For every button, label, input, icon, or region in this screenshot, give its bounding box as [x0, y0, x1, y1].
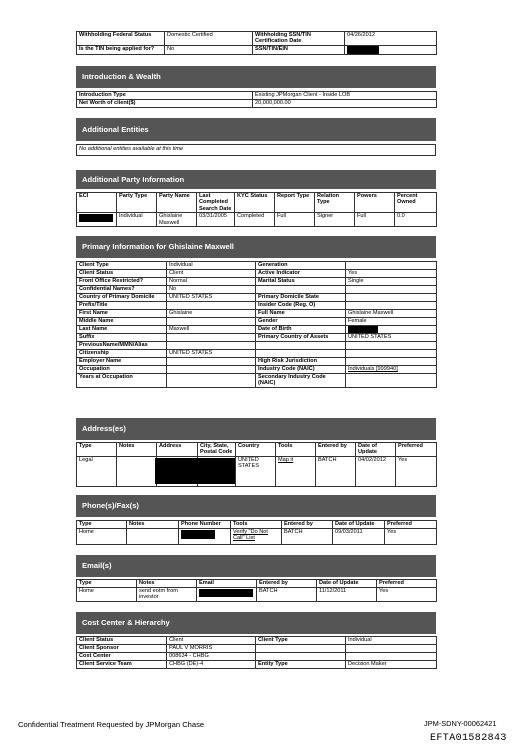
value: Decision Maker: [346, 661, 437, 669]
table-row: [77, 350, 437, 358]
column-header: Preferred: [396, 443, 437, 457]
value: [167, 358, 256, 366]
column-header: Notes: [127, 521, 179, 529]
cell: Individual: [117, 213, 157, 227]
label: PreviousName/MMN/Alias: [77, 342, 167, 350]
table-row: [77, 326, 437, 334]
value: [346, 294, 437, 302]
cell: 04/02/2012: [356, 457, 396, 487]
cell: 09/03/2011: [333, 529, 385, 545]
table-row: [77, 318, 437, 326]
column-header: Party Type: [117, 193, 157, 213]
value: [167, 302, 256, 310]
table-row: [77, 374, 437, 388]
value: Client: [167, 270, 256, 278]
label: High Risk Jurisdiction: [256, 358, 346, 366]
table-row: [77, 653, 437, 661]
efta-number: EFTA01582843: [430, 733, 507, 744]
cell: Ghislaine Maxwell: [157, 213, 197, 227]
address-cell: [157, 457, 198, 487]
table-row: [77, 366, 437, 374]
section-header-phones: Phone(s)/Fax(s): [76, 495, 436, 517]
label: [256, 286, 346, 294]
label: Occupation: [77, 366, 167, 374]
cell: send eotm from investor: [137, 588, 197, 602]
dob-value: [346, 326, 437, 334]
label: Front Office Restricted?: [77, 278, 167, 286]
value: 20,000,000.00: [253, 100, 437, 108]
value: [346, 358, 437, 366]
label: Generation: [256, 262, 346, 270]
value: No: [165, 45, 253, 54]
column-header: Report Type: [275, 193, 315, 213]
label: Withholding Federal Status: [77, 32, 165, 46]
label: Is the TIN being applied for?: [77, 45, 165, 54]
label: Country of Primary Domicile: [77, 294, 167, 302]
column-header: Entered by: [316, 443, 356, 457]
label: SSN/TIN/EIN: [253, 45, 345, 54]
phone-number-cell: [179, 529, 231, 545]
table-row: [77, 262, 437, 270]
value: Single: [346, 278, 437, 286]
value: [346, 350, 437, 358]
cell: Completed: [235, 213, 275, 227]
table-row: [77, 294, 437, 302]
section-header-primary-information: Primary Information for Ghislaine Maxwell: [76, 236, 436, 258]
ssn-value: [345, 45, 437, 54]
cell: BATCH: [282, 529, 333, 545]
label: Primary Domicile State: [256, 294, 346, 302]
label: Years at Occupation: [77, 374, 167, 388]
column-header: Notes: [117, 443, 157, 457]
section-header-addresses: Address(es): [76, 418, 436, 440]
label: Prefix/Title: [77, 302, 167, 310]
table-row: [77, 270, 437, 278]
value: Existing JPMorgan Client - Inside LOB: [253, 92, 437, 100]
table-row: [77, 588, 437, 602]
cell: BATCH: [316, 457, 356, 487]
column-header: Relation Type: [315, 193, 355, 213]
column-header: Tools: [276, 443, 316, 457]
column-header: Last Completed Search Date: [197, 193, 235, 213]
label: Client Status: [77, 270, 167, 278]
value: [167, 334, 256, 342]
section-header-additional-entities: Additional Entities: [76, 118, 436, 141]
label: Client Status: [77, 637, 167, 645]
value: Maxwell: [167, 326, 256, 334]
cell: Full: [355, 213, 395, 227]
label: Gender: [256, 318, 346, 326]
cell: Yes: [396, 457, 437, 487]
cell: [117, 457, 157, 487]
phone-table: [76, 520, 437, 545]
column-header: Preferred: [377, 580, 437, 588]
label: Suffix: [77, 334, 167, 342]
label: Confidential Names?: [77, 286, 167, 294]
party-table: [76, 192, 437, 227]
cell: Legal: [77, 457, 117, 487]
withholding-table: [76, 31, 437, 55]
cell: Yes: [377, 588, 437, 602]
label: Employer Name: [77, 358, 167, 366]
table-row: [77, 529, 437, 545]
cell: 03/31/2005: [197, 213, 235, 227]
label: Client Type: [77, 262, 167, 270]
cell: Home: [77, 529, 127, 545]
label: Marital Status: [256, 278, 346, 286]
label: Entity Type: [256, 661, 346, 669]
value: Client: [167, 637, 256, 645]
cell: Signer: [315, 213, 355, 227]
column-header: Type: [77, 443, 117, 457]
label: Industry Code (NAIC): [256, 366, 346, 374]
table-row: [77, 661, 437, 669]
column-header: Entered by: [282, 521, 333, 529]
value: Domestic Certified: [165, 32, 253, 46]
redaction-block: [348, 326, 378, 333]
column-header: Country: [236, 443, 276, 457]
label: Date of Birth: [256, 326, 346, 334]
redaction-block: [155, 458, 235, 484]
bates-number: JPM-SDNY-00062421: [424, 719, 497, 728]
label: [256, 342, 346, 350]
column-header: City, State, Postal Code: [198, 443, 236, 457]
eci-cell: [77, 213, 117, 227]
value: CHBG (DE)-4: [167, 661, 256, 669]
label: Active Indicator: [256, 270, 346, 278]
table-row: [77, 302, 437, 310]
value: [346, 645, 437, 653]
label: [256, 645, 346, 653]
no-entities-note: No additional entities available at this time: [77, 145, 436, 156]
column-header: Party Name: [157, 193, 197, 213]
cell: BATCH: [257, 588, 317, 602]
confidential-footer: Confidential Treatment Requested by JPMorgan Chase: [18, 720, 205, 729]
value: [346, 342, 437, 350]
cell: [127, 529, 179, 545]
label: Client Type: [256, 637, 346, 645]
column-header: ECI: [77, 193, 117, 213]
value: [346, 653, 437, 661]
value: No: [167, 286, 256, 294]
value: Yes: [346, 270, 437, 278]
section-header-additional-party: Additional Party Information: [76, 170, 436, 189]
section-header-cost-center: Cost Center & Hierarchy: [76, 612, 436, 634]
cell: UNITED STATES: [236, 457, 276, 487]
label: Primary Country of Assets: [256, 334, 346, 342]
cell: 11/12/2011: [317, 588, 377, 602]
column-header: Powers: [355, 193, 395, 213]
value: [167, 366, 256, 374]
column-header: Percent Owned: [395, 193, 437, 213]
column-header: Date of Update: [333, 521, 385, 529]
value: 04/26/2012: [345, 32, 437, 46]
value: Individuals [999940]: [346, 366, 437, 374]
cell[interactable]: Verify "Do Not Call" List: [231, 529, 282, 545]
value: [346, 262, 437, 270]
label: Introduction Type: [77, 92, 253, 100]
value: Individual: [167, 262, 256, 270]
column-header: Address: [157, 443, 198, 457]
value: Female: [346, 318, 437, 326]
table-row: [77, 342, 437, 350]
value: UNITED STATES: [346, 334, 437, 342]
label: Last Name: [77, 326, 167, 334]
label: [256, 653, 346, 661]
value: [346, 286, 437, 294]
value: Ghislaine: [167, 310, 256, 318]
column-header: Phone Number: [179, 521, 231, 529]
additional-entities-table: [76, 144, 436, 156]
table-row: [77, 457, 437, 487]
label: Insider Code (Reg. O): [256, 302, 346, 310]
value: UNITED STATES: [167, 350, 256, 358]
value: [346, 374, 437, 388]
column-header: Type: [77, 521, 127, 529]
column-header: Email: [197, 580, 257, 588]
table-row: [77, 334, 437, 342]
column-header: Entered by: [257, 580, 317, 588]
label: [256, 350, 346, 358]
email-cell: [197, 588, 257, 602]
label: Full Name: [256, 310, 346, 318]
section-header-emails: Email(s): [76, 555, 436, 577]
redaction-block: [79, 214, 113, 222]
cell[interactable]: Map it: [276, 457, 316, 487]
cell: 0.0: [395, 213, 437, 227]
cell: Yes: [385, 529, 437, 545]
address-table: [76, 442, 437, 487]
column-header: KYC Status: [235, 193, 275, 213]
value: [167, 374, 256, 388]
value: Individual: [346, 637, 437, 645]
label: Citizenship: [77, 350, 167, 358]
column-header: Preferred: [385, 521, 437, 529]
table-row: [77, 278, 437, 286]
table-row: [77, 358, 437, 366]
label: Secondary Industry Code (NAIC): [256, 374, 346, 388]
value: [167, 342, 256, 350]
primary-information-table: [76, 261, 437, 388]
label: Cost Center: [77, 653, 167, 661]
value: UNITED STATES: [167, 294, 256, 302]
column-header: Notes: [137, 580, 197, 588]
value: Normal: [167, 278, 256, 286]
value: [167, 318, 256, 326]
cell: Full: [275, 213, 315, 227]
value: Ghislaine Maxwell: [346, 310, 437, 318]
redaction-block: [181, 530, 215, 539]
table-row: [77, 645, 437, 653]
table-row: [77, 637, 437, 645]
table-row: [77, 213, 437, 227]
value: [346, 302, 437, 310]
table-row: [77, 286, 437, 294]
label: Client Sponsor: [77, 645, 167, 653]
cost-center-table: [76, 636, 437, 669]
redaction-block: [199, 589, 253, 597]
table-row: [77, 310, 437, 318]
email-table: [76, 579, 437, 602]
value: PAUL V MORRIS: [167, 645, 256, 653]
redaction-block: [347, 46, 379, 54]
value: 008634 - CHBG: [167, 653, 256, 661]
label: Withholding SSN/TIN Certification Date: [253, 32, 345, 46]
column-header: Date of Update: [356, 443, 396, 457]
introduction-table: [76, 91, 437, 108]
column-header: Type: [77, 580, 137, 588]
label: First Name: [77, 310, 167, 318]
column-header: Tools: [231, 521, 282, 529]
label: Client Service Team: [77, 661, 167, 669]
label: Middle Name: [77, 318, 167, 326]
column-header: Date of Update: [317, 580, 377, 588]
section-header-introduction: Introduction & Wealth: [76, 66, 436, 88]
label: Net Worth of client($): [77, 100, 253, 108]
cell: Home: [77, 588, 137, 602]
